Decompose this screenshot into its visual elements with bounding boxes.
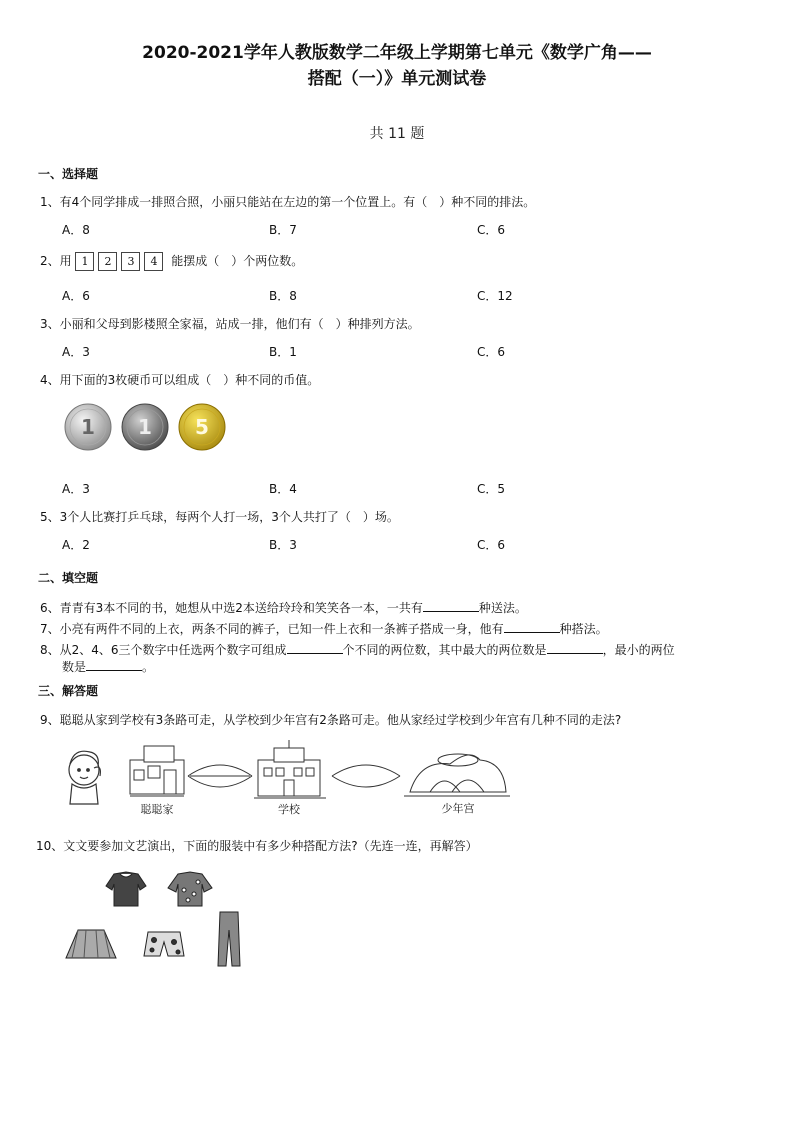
q1-option-c: C．6 [477, 223, 506, 237]
q8-answer-blank-2[interactable] [547, 641, 603, 654]
q6-answer-blank[interactable] [423, 599, 479, 612]
coin-2-value: 1 [138, 415, 152, 439]
question-count: 共 11 题 [369, 126, 425, 142]
question-2 [40, 252, 303, 271]
trousers-icon [218, 912, 240, 966]
question-8 [40, 641, 675, 658]
q5-option-c: C．6 [477, 538, 506, 552]
jacket-icon [168, 872, 212, 906]
question-1: 1、有4个同学排成一排照合照，小丽只能站在左边的第一个位置上。有（ ）种不同的排法。 [40, 195, 536, 209]
question-9: 9、聪聪从家到学校有3条路可走，从学校到少年宫有2条路可走。他从家经过学校到少年宫有几种不同的走法? [40, 713, 622, 727]
q4-option-b: B．4 [269, 482, 297, 496]
q1-option-b: B．7 [269, 223, 297, 237]
digit-card-4: 4 [144, 252, 163, 271]
coin-2-icon [122, 404, 168, 450]
q8-text-b: 个不同的两位数，其中最大的两位数是 [342, 643, 547, 657]
school-icon [254, 740, 326, 798]
q2-suffix: 能摆成（ ）个两位数。 [171, 254, 304, 268]
q7-answer-blank[interactable] [504, 620, 560, 633]
coin-3-icon [179, 404, 225, 450]
q8-text-c: ，最小的两位 [602, 643, 675, 657]
q4-option-a: A．3 [62, 482, 90, 496]
q1-option-a: A．8 [62, 223, 90, 237]
question-4: 4、用下面的3枚硬币可以组成（ ）种不同的币值。 [40, 373, 320, 387]
q6-text-a: 6、青青有3本不同的书，她想从中选2本送给玲玲和笑笑各一本，一共有 [40, 601, 423, 615]
section-heading-fill: 二、填空题 [38, 571, 99, 585]
q8-answer-blank-3[interactable] [86, 658, 142, 671]
q4-option-c: C．5 [477, 482, 506, 496]
shorts-icon [144, 932, 184, 956]
q5-option-a: A．2 [62, 538, 90, 552]
q8-answer-blank-1[interactable] [287, 641, 343, 654]
school-palace-paths [332, 765, 400, 787]
q2-option-a: A．6 [62, 289, 90, 303]
q5-option-b: B．3 [269, 538, 297, 552]
q2-prefix: 2、用 [40, 254, 72, 268]
q3-option-b: B．1 [269, 345, 297, 359]
digit-card-2: 2 [98, 252, 117, 271]
coins-image [62, 402, 242, 452]
coin-3-value: 5 [195, 415, 209, 439]
question-6 [40, 599, 527, 616]
blouse-icon [106, 872, 146, 906]
section-heading-solve: 三、解答题 [38, 684, 99, 698]
palace-icon [404, 754, 510, 796]
q2-option-b: B．8 [269, 289, 297, 303]
route-diagram [60, 740, 520, 822]
question-3: 3、小丽和父母到影楼照全家福，站成一排，他们有（ ）种排列方法。 [40, 317, 420, 331]
q3-option-a: A．3 [62, 345, 90, 359]
question-10: 10、文文要参加文艺演出，下面的服装中有多少种搭配方法?（先连一连，再解答） [36, 839, 478, 853]
page-title [0, 40, 794, 92]
digit-card-3: 3 [121, 252, 140, 271]
question-5: 5、3个人比赛打乒乓球，每两个人打一场，3个人共打了（ ）场。 [40, 510, 399, 524]
home-label: 聪聪家 [140, 803, 174, 816]
coin-1-value: 1 [81, 415, 95, 439]
palace-label: 少年宫 [441, 802, 475, 815]
q3-option-c: C．6 [477, 345, 506, 359]
skirt-icon [66, 930, 116, 958]
digit-card-1: 1 [75, 252, 94, 271]
q7-text-a: 7、小亮有两件不同的上衣，两条不同的裤子，已知一件上衣和一条裤子搭成一身，他有 [40, 622, 504, 636]
q8-text-a: 8、从2、4、6三个数字中任选两个数字可组成 [40, 643, 287, 657]
q7-text-b: 种搭法。 [559, 622, 608, 636]
home-school-paths [188, 765, 252, 787]
question-7 [40, 620, 608, 637]
house-icon [130, 746, 184, 796]
boy-icon [69, 751, 100, 804]
school-label: 学校 [278, 803, 300, 816]
title-line-2: 搭配（一）》单元测试卷 [307, 69, 487, 89]
q6-text-b: 种送法。 [478, 601, 527, 615]
section-heading-choice: 一、选择题 [38, 167, 99, 181]
clothes-image [64, 868, 254, 972]
q8-text-d: 数是 [62, 660, 87, 674]
q2-option-c: C．12 [477, 289, 513, 303]
q8-text-e: 。 [142, 660, 155, 674]
coin-1-icon [65, 404, 111, 450]
question-8-cont [62, 658, 154, 675]
title-line-1: 2020-2021学年人教版数学二年级上学期第七单元《数学广角—— [142, 43, 652, 63]
